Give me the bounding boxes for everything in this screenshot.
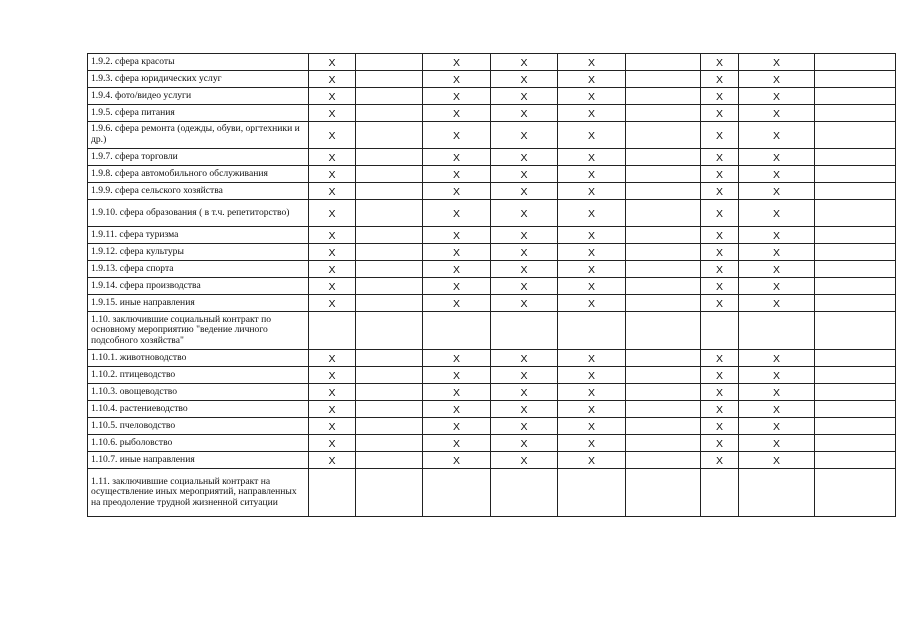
cell-mark: X bbox=[739, 452, 815, 469]
cell-mark: X bbox=[423, 278, 491, 295]
cell-mark: X bbox=[701, 105, 739, 122]
table-row bbox=[88, 244, 896, 261]
cell-mark: X bbox=[491, 105, 558, 122]
cell-mark: X bbox=[701, 166, 739, 183]
cell-mark: X bbox=[739, 71, 815, 88]
cell-mark: X bbox=[701, 452, 739, 469]
table-row bbox=[88, 122, 896, 149]
table-row bbox=[88, 367, 896, 384]
cell-empty bbox=[626, 105, 701, 122]
cell-empty bbox=[815, 295, 896, 312]
cell-mark: X bbox=[558, 367, 626, 384]
row-label: 1.10.3. овощеводство bbox=[88, 384, 309, 401]
cell-empty bbox=[626, 261, 701, 278]
cell-mark: X bbox=[423, 105, 491, 122]
row-label: 1.9.13. сфера спорта bbox=[88, 261, 309, 278]
cell-empty bbox=[626, 312, 701, 350]
row-label: 1.10.5. пчеловодство bbox=[88, 418, 309, 435]
cell-empty bbox=[423, 312, 491, 350]
cell-empty bbox=[356, 418, 423, 435]
cell-mark: X bbox=[423, 418, 491, 435]
cell-empty bbox=[815, 452, 896, 469]
cell-mark: X bbox=[701, 54, 739, 71]
row-label: 1.9.8. сфера автомобильного обслуживания bbox=[88, 166, 309, 183]
cell-empty bbox=[356, 367, 423, 384]
cell-mark: X bbox=[423, 149, 491, 166]
cell-mark: X bbox=[558, 71, 626, 88]
cell-empty bbox=[356, 227, 423, 244]
table-row bbox=[88, 295, 896, 312]
cell-mark: X bbox=[701, 200, 739, 227]
cell-mark: X bbox=[701, 367, 739, 384]
cell-mark: X bbox=[309, 384, 356, 401]
table-row bbox=[88, 200, 896, 227]
cell-empty bbox=[626, 200, 701, 227]
cell-empty bbox=[701, 312, 739, 350]
cell-mark: X bbox=[309, 122, 356, 149]
row-label: 1.9.3. сфера юридических услуг bbox=[88, 71, 309, 88]
cell-empty bbox=[356, 261, 423, 278]
cell-mark: X bbox=[309, 278, 356, 295]
table-row bbox=[88, 149, 896, 166]
cell-mark: X bbox=[423, 227, 491, 244]
table-row bbox=[88, 469, 896, 517]
row-label: 1.9.6. сфера ремонта (одежды, обуви, оргтехники и др.) bbox=[88, 122, 309, 149]
cell-mark: X bbox=[739, 295, 815, 312]
cell-empty bbox=[356, 244, 423, 261]
cell-mark: X bbox=[739, 367, 815, 384]
cell-empty bbox=[423, 469, 491, 517]
cell-mark: X bbox=[491, 149, 558, 166]
cell-mark: X bbox=[701, 149, 739, 166]
cell-mark: X bbox=[558, 200, 626, 227]
table-row bbox=[88, 312, 896, 350]
cell-mark: X bbox=[309, 418, 356, 435]
cell-mark: X bbox=[558, 261, 626, 278]
row-label: 1.9.5. сфера питания bbox=[88, 105, 309, 122]
cell-empty bbox=[356, 384, 423, 401]
cell-empty bbox=[356, 122, 423, 149]
row-label: 1.10.7. иные направления bbox=[88, 452, 309, 469]
cell-empty bbox=[356, 88, 423, 105]
cell-empty bbox=[815, 88, 896, 105]
cell-empty bbox=[815, 149, 896, 166]
cell-empty bbox=[356, 54, 423, 71]
cell-mark: X bbox=[491, 88, 558, 105]
cell-empty bbox=[739, 312, 815, 350]
cell-mark: X bbox=[491, 367, 558, 384]
table-row bbox=[88, 452, 896, 469]
row-label: 1.9.4. фото/видео услуги bbox=[88, 88, 309, 105]
cell-empty bbox=[309, 312, 356, 350]
cell-mark: X bbox=[558, 166, 626, 183]
row-label: 1.9.14. сфера производства bbox=[88, 278, 309, 295]
table-row bbox=[88, 105, 896, 122]
cell-mark: X bbox=[739, 105, 815, 122]
cell-empty bbox=[626, 71, 701, 88]
cell-mark: X bbox=[491, 401, 558, 418]
cell-empty bbox=[626, 244, 701, 261]
cell-empty bbox=[626, 384, 701, 401]
cell-mark: X bbox=[739, 261, 815, 278]
table-row bbox=[88, 350, 896, 367]
cell-mark: X bbox=[491, 384, 558, 401]
table-row bbox=[88, 88, 896, 105]
cell-mark: X bbox=[309, 166, 356, 183]
cell-mark: X bbox=[491, 261, 558, 278]
cell-mark: X bbox=[491, 122, 558, 149]
row-label: 1.9.9. сфера сельского хозяйства bbox=[88, 183, 309, 200]
cell-empty bbox=[739, 469, 815, 517]
cell-mark: X bbox=[739, 227, 815, 244]
cell-mark: X bbox=[701, 261, 739, 278]
cell-mark: X bbox=[558, 452, 626, 469]
cell-empty bbox=[815, 401, 896, 418]
row-label: 1.9.2. сфера красоты bbox=[88, 54, 309, 71]
cell-mark: X bbox=[309, 105, 356, 122]
cell-empty bbox=[356, 401, 423, 418]
cell-mark: X bbox=[558, 295, 626, 312]
cell-mark: X bbox=[491, 350, 558, 367]
cell-empty bbox=[626, 278, 701, 295]
cell-mark: X bbox=[309, 435, 356, 452]
cell-empty bbox=[558, 312, 626, 350]
cell-empty bbox=[815, 54, 896, 71]
cell-mark: X bbox=[739, 418, 815, 435]
row-label: 1.9.7. сфера торговли bbox=[88, 149, 309, 166]
cell-empty bbox=[815, 183, 896, 200]
table-row bbox=[88, 435, 896, 452]
row-label: 1.10. заключившие социальный контракт по основному мероприятию "ведение личного подсобного хозяйства" bbox=[88, 312, 309, 350]
cell-empty bbox=[626, 183, 701, 200]
cell-mark: X bbox=[701, 183, 739, 200]
cell-mark: X bbox=[491, 435, 558, 452]
cell-mark: X bbox=[423, 261, 491, 278]
cell-empty bbox=[356, 71, 423, 88]
cell-mark: X bbox=[701, 384, 739, 401]
table-row bbox=[88, 261, 896, 278]
cell-empty bbox=[626, 122, 701, 149]
cell-empty bbox=[626, 149, 701, 166]
cell-mark: X bbox=[558, 105, 626, 122]
cell-mark: X bbox=[423, 435, 491, 452]
cell-mark: X bbox=[739, 435, 815, 452]
cell-empty bbox=[356, 200, 423, 227]
cell-mark: X bbox=[491, 452, 558, 469]
cell-mark: X bbox=[739, 166, 815, 183]
table-row bbox=[88, 71, 896, 88]
cell-mark: X bbox=[701, 401, 739, 418]
cell-mark: X bbox=[739, 183, 815, 200]
cell-empty bbox=[309, 469, 356, 517]
cell-mark: X bbox=[558, 350, 626, 367]
cell-empty bbox=[626, 418, 701, 435]
cell-empty bbox=[626, 350, 701, 367]
cell-mark: X bbox=[309, 183, 356, 200]
cell-mark: X bbox=[309, 295, 356, 312]
cell-empty bbox=[815, 367, 896, 384]
cell-empty bbox=[815, 122, 896, 149]
cell-mark: X bbox=[558, 54, 626, 71]
cell-mark: X bbox=[423, 122, 491, 149]
cell-mark: X bbox=[309, 244, 356, 261]
cell-empty bbox=[815, 384, 896, 401]
cell-empty bbox=[626, 88, 701, 105]
report-table bbox=[87, 53, 896, 517]
cell-mark: X bbox=[309, 350, 356, 367]
cell-mark: X bbox=[701, 295, 739, 312]
cell-mark: X bbox=[491, 227, 558, 244]
cell-mark: X bbox=[309, 452, 356, 469]
table-body bbox=[88, 54, 896, 517]
cell-mark: X bbox=[423, 350, 491, 367]
cell-mark: X bbox=[558, 418, 626, 435]
cell-mark: X bbox=[739, 278, 815, 295]
cell-mark: X bbox=[423, 244, 491, 261]
cell-mark: X bbox=[309, 71, 356, 88]
cell-mark: X bbox=[558, 435, 626, 452]
cell-empty bbox=[815, 244, 896, 261]
cell-empty bbox=[356, 183, 423, 200]
cell-mark: X bbox=[423, 88, 491, 105]
cell-empty bbox=[356, 295, 423, 312]
cell-mark: X bbox=[558, 278, 626, 295]
cell-empty bbox=[356, 469, 423, 517]
cell-mark: X bbox=[423, 166, 491, 183]
cell-mark: X bbox=[423, 401, 491, 418]
row-label: 1.11. заключившие социальный контракт на осуществление иных мероприятий, направленных на преодоление трудной жизненной ситуации bbox=[88, 469, 309, 517]
cell-empty bbox=[356, 435, 423, 452]
row-label: 1.9.12. сфера культуры bbox=[88, 244, 309, 261]
cell-empty bbox=[356, 312, 423, 350]
cell-empty bbox=[626, 401, 701, 418]
cell-mark: X bbox=[309, 227, 356, 244]
cell-empty bbox=[815, 435, 896, 452]
cell-mark: X bbox=[701, 435, 739, 452]
cell-mark: X bbox=[423, 295, 491, 312]
row-label: 1.9.10. сфера образования ( в т.ч. репетиторство) bbox=[88, 200, 309, 227]
cell-mark: X bbox=[558, 227, 626, 244]
cell-mark: X bbox=[701, 244, 739, 261]
cell-mark: X bbox=[309, 200, 356, 227]
cell-empty bbox=[815, 278, 896, 295]
cell-mark: X bbox=[491, 295, 558, 312]
cell-empty bbox=[815, 200, 896, 227]
cell-empty bbox=[815, 312, 896, 350]
cell-empty bbox=[626, 295, 701, 312]
cell-mark: X bbox=[739, 54, 815, 71]
cell-mark: X bbox=[701, 88, 739, 105]
cell-mark: X bbox=[491, 418, 558, 435]
cell-mark: X bbox=[701, 278, 739, 295]
cell-mark: X bbox=[558, 244, 626, 261]
cell-mark: X bbox=[558, 183, 626, 200]
cell-mark: X bbox=[701, 122, 739, 149]
cell-mark: X bbox=[739, 401, 815, 418]
cell-mark: X bbox=[701, 350, 739, 367]
cell-mark: X bbox=[739, 149, 815, 166]
cell-mark: X bbox=[309, 367, 356, 384]
cell-mark: X bbox=[701, 71, 739, 88]
cell-mark: X bbox=[491, 244, 558, 261]
cell-empty bbox=[815, 261, 896, 278]
cell-mark: X bbox=[423, 367, 491, 384]
cell-empty bbox=[815, 469, 896, 517]
table-row bbox=[88, 418, 896, 435]
table-row bbox=[88, 54, 896, 71]
cell-mark: X bbox=[701, 418, 739, 435]
cell-mark: X bbox=[491, 54, 558, 71]
cell-empty bbox=[626, 452, 701, 469]
cell-empty bbox=[815, 71, 896, 88]
table-row bbox=[88, 278, 896, 295]
cell-empty bbox=[626, 469, 701, 517]
cell-mark: X bbox=[558, 149, 626, 166]
cell-mark: X bbox=[739, 200, 815, 227]
cell-empty bbox=[558, 469, 626, 517]
row-label: 1.9.15. иные направления bbox=[88, 295, 309, 312]
cell-mark: X bbox=[309, 54, 356, 71]
cell-empty bbox=[626, 435, 701, 452]
cell-mark: X bbox=[423, 54, 491, 71]
cell-mark: X bbox=[423, 71, 491, 88]
cell-empty bbox=[815, 166, 896, 183]
row-label: 1.10.2. птицеводство bbox=[88, 367, 309, 384]
cell-mark: X bbox=[491, 71, 558, 88]
cell-mark: X bbox=[423, 384, 491, 401]
cell-mark: X bbox=[558, 88, 626, 105]
cell-mark: X bbox=[491, 200, 558, 227]
cell-empty bbox=[356, 350, 423, 367]
table-row bbox=[88, 183, 896, 200]
cell-empty bbox=[356, 166, 423, 183]
cell-mark: X bbox=[423, 200, 491, 227]
table-row bbox=[88, 384, 896, 401]
row-label: 1.10.4. растениеводство bbox=[88, 401, 309, 418]
table-row bbox=[88, 166, 896, 183]
cell-mark: X bbox=[739, 384, 815, 401]
cell-empty bbox=[491, 312, 558, 350]
cell-empty bbox=[491, 469, 558, 517]
cell-empty bbox=[701, 469, 739, 517]
cell-empty bbox=[356, 105, 423, 122]
cell-mark: X bbox=[491, 166, 558, 183]
cell-mark: X bbox=[309, 261, 356, 278]
cell-mark: X bbox=[423, 183, 491, 200]
cell-empty bbox=[356, 149, 423, 166]
cell-empty bbox=[626, 166, 701, 183]
cell-mark: X bbox=[739, 350, 815, 367]
cell-empty bbox=[815, 227, 896, 244]
cell-empty bbox=[815, 105, 896, 122]
row-label: 1.9.11. сфера туризма bbox=[88, 227, 309, 244]
cell-empty bbox=[815, 350, 896, 367]
cell-mark: X bbox=[558, 384, 626, 401]
table-row bbox=[88, 227, 896, 244]
cell-mark: X bbox=[309, 88, 356, 105]
cell-mark: X bbox=[739, 244, 815, 261]
cell-mark: X bbox=[491, 183, 558, 200]
table-row bbox=[88, 401, 896, 418]
cell-empty bbox=[626, 54, 701, 71]
cell-empty bbox=[626, 367, 701, 384]
cell-mark: X bbox=[309, 149, 356, 166]
cell-mark: X bbox=[701, 227, 739, 244]
cell-empty bbox=[356, 452, 423, 469]
cell-mark: X bbox=[739, 88, 815, 105]
cell-empty bbox=[626, 227, 701, 244]
cell-mark: X bbox=[491, 278, 558, 295]
cell-mark: X bbox=[309, 401, 356, 418]
cell-mark: X bbox=[739, 122, 815, 149]
cell-mark: X bbox=[423, 452, 491, 469]
row-label: 1.10.6. рыболовство bbox=[88, 435, 309, 452]
row-label: 1.10.1. животноводство bbox=[88, 350, 309, 367]
cell-empty bbox=[815, 418, 896, 435]
cell-mark: X bbox=[558, 401, 626, 418]
cell-empty bbox=[356, 278, 423, 295]
cell-mark: X bbox=[558, 122, 626, 149]
